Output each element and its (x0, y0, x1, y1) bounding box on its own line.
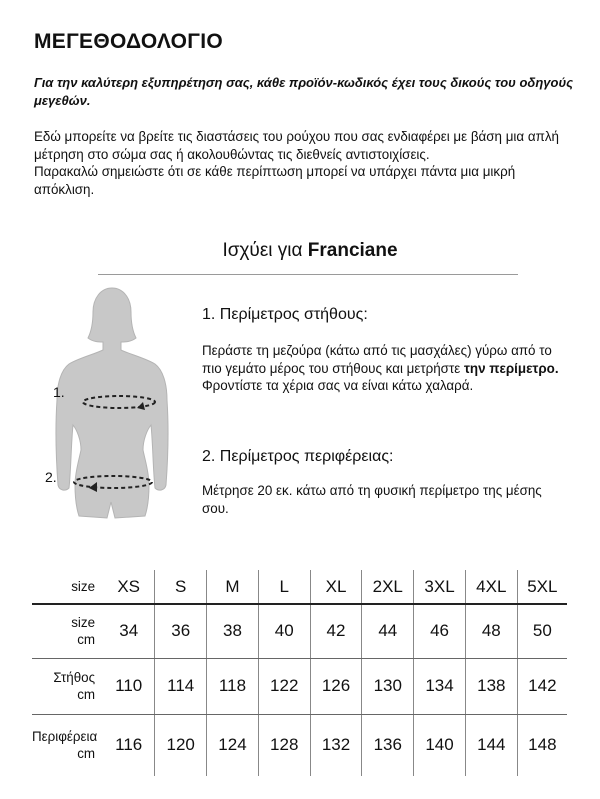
row-label-unit: cm (77, 746, 96, 762)
size-header-cell: XL (310, 570, 362, 604)
table-cell: 130 (362, 658, 414, 714)
intro-paragraph-1: Εδώ μπορείτε να βρείτε τις διαστάσεις του ρούχου που σας ενδιαφέρει με βάση μια απλή μέτρηση στο σώμα σας ή ακολουθώντας τις διεθνείς αντιστοιχίσεις. (34, 129, 559, 162)
table-cell: 44 (362, 604, 414, 658)
size-header-cell: L (258, 570, 310, 604)
table-row (32, 604, 567, 658)
table-cell: 120 (155, 714, 207, 776)
size-header-cell: S (155, 570, 207, 604)
table-cell: 118 (207, 658, 259, 714)
measurement-marker-2: 2. (45, 469, 57, 485)
table-cell: 128 (258, 714, 310, 776)
table-cell: 140 (414, 714, 466, 776)
applies-to-heading (0, 240, 600, 262)
chest-measurement-title: 1. Περίμετρος στήθους: (202, 306, 368, 323)
row-label-unit: cm (77, 632, 96, 648)
size-header-cell: 4XL (465, 570, 517, 604)
size-header-cell: 2XL (362, 570, 414, 604)
chest-measurement-text (202, 342, 562, 395)
page-title: ΜΕΓΕΘΟΔΟΛΟΓΙΟ (34, 30, 224, 53)
body-figure-icon (45, 280, 180, 530)
table-cell: 38 (207, 604, 259, 658)
table-row (32, 658, 567, 714)
intro-paragraph-2: Παρακαλώ σημειώστε ότι σε κάθε περίπτωση μπορεί να υπάρχει πάντα μια μικρή απόκλιση. (34, 164, 516, 197)
row-label (32, 658, 103, 714)
table-cell: 110 (103, 658, 155, 714)
row-label-line-1: size (71, 615, 96, 631)
row-label (32, 604, 103, 658)
size-header-cell: 5XL (517, 570, 567, 604)
table-cell: 36 (155, 604, 207, 658)
table-cell: 132 (310, 714, 362, 776)
table-cell: 114 (155, 658, 207, 714)
table-cell: 136 (362, 714, 414, 776)
chest-text-note: Φροντίστε τα χέρια σας να είναι κάτω χαλαρά. (202, 378, 474, 393)
size-header-label: size (32, 570, 103, 604)
table-cell: 50 (517, 604, 567, 658)
table-cell: 122 (258, 658, 310, 714)
size-header-cell: XS (103, 570, 155, 604)
table-cell: 124 (207, 714, 259, 776)
table-cell: 46 (414, 604, 466, 658)
table-cell: 148 (517, 714, 567, 776)
row-label-line-1: Στήθος (53, 670, 96, 685)
size-chart-table (32, 570, 567, 776)
chest-text-bold: την περίμετρο. (463, 360, 559, 376)
hip-measurement-text: Μέτρησε 20 εκ. κάτω από τη φυσική περίμετρο της μέσης σου. (202, 483, 542, 516)
table-cell: 116 (115, 735, 143, 755)
heading-divider (98, 274, 518, 275)
table-cell: 144 (465, 714, 517, 776)
table-row (32, 714, 567, 776)
table-cell: 42 (310, 604, 362, 658)
row-label-unit: cm (77, 687, 96, 702)
size-header-row (32, 570, 567, 604)
table-cell: 34 (103, 604, 155, 658)
table-cell: 40 (258, 604, 310, 658)
table-cell: 126 (310, 658, 362, 714)
row-label (32, 714, 103, 776)
table-cell: 134 (414, 658, 466, 714)
applies-prefix: Ισχύει για (222, 240, 308, 261)
size-header-cell: 3XL (414, 570, 466, 604)
intro-bold-text: Για την καλύτερη εξυπηρέτηση σας, κάθε προϊόν-κωδικός έχει τους δικούς του οδηγούς μεγεθών. (34, 75, 574, 108)
table-cell: 142 (517, 658, 567, 714)
size-header-cell: M (207, 570, 259, 604)
chest-text-main: Περάστε τη μεζούρα (κάτω από τις μασχάλες) γύρω από το πιο γεμάτο μέρος του στήθους και μετρήστε (202, 343, 552, 376)
measurement-marker-1: 1. (53, 384, 65, 400)
brand-name: Franciane (307, 240, 398, 261)
intro-text (34, 128, 574, 198)
hip-measurement-title: 2. Περίμετρος περιφέρειας: (202, 448, 394, 465)
table-cell: 138 (465, 658, 517, 714)
row-label-line-1: Περιφέρεια (32, 729, 98, 745)
table-cell: 48 (465, 604, 517, 658)
